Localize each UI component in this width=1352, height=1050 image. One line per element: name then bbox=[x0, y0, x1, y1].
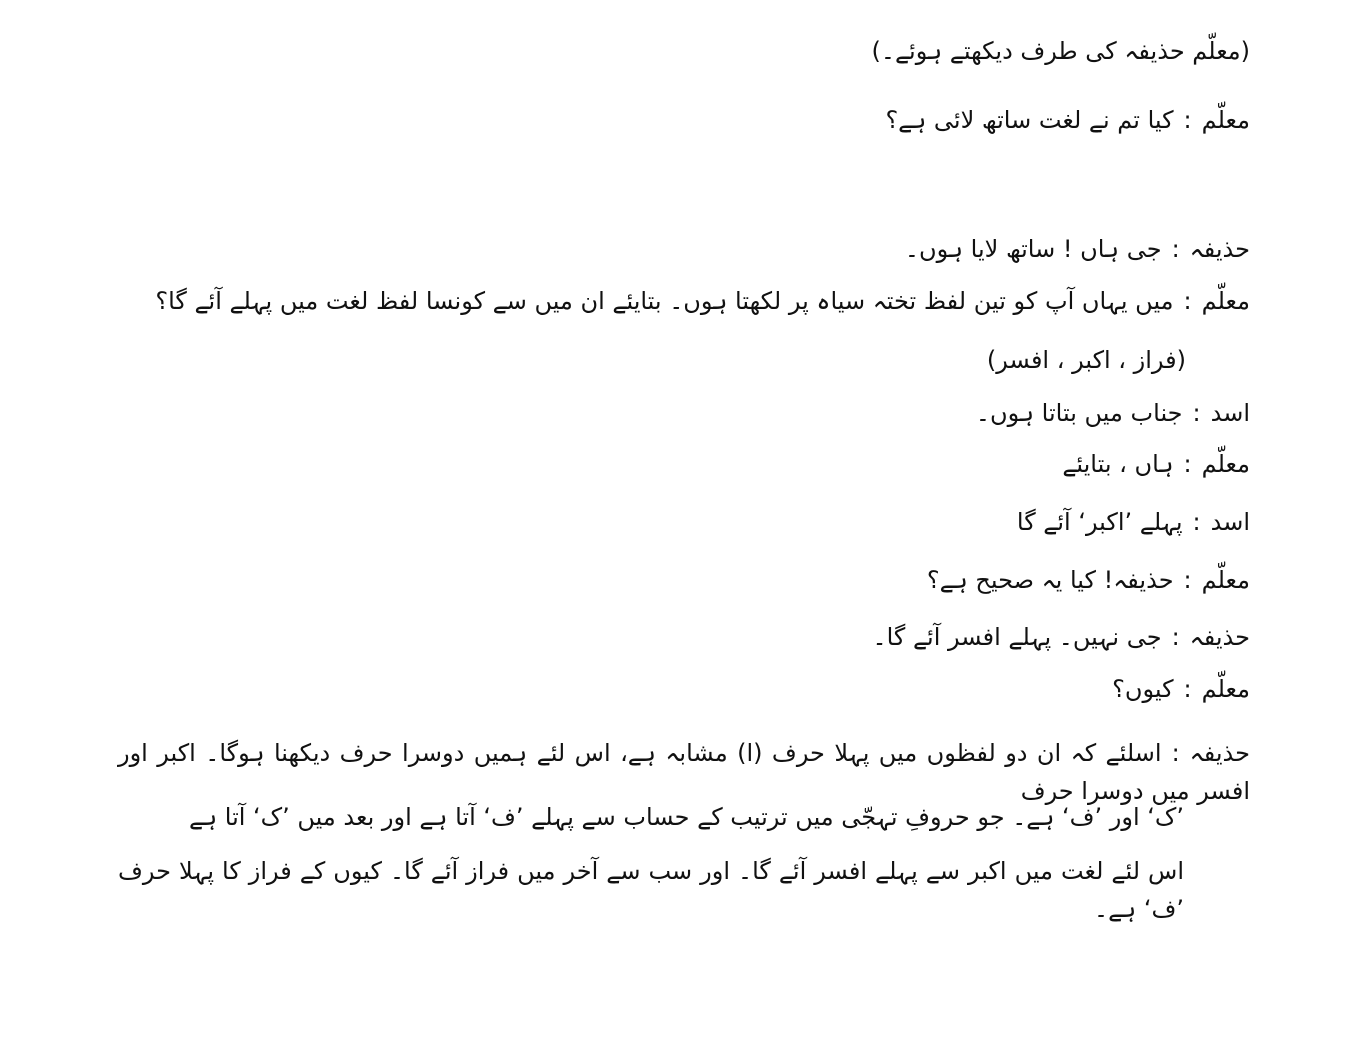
separator: : bbox=[1192, 508, 1201, 536]
speaker-label: معلّم bbox=[1201, 287, 1250, 315]
speaker-label: معلّم bbox=[1201, 675, 1250, 703]
speech-text: جی ہاں ! ساتھ لایا ہوں۔ bbox=[904, 235, 1162, 263]
speech-text: کیا تم نے لغت ساتھ لائی ہے؟ bbox=[885, 106, 1174, 134]
speech-text: جی نہیں۔ پہلے افسر آئے گا۔ bbox=[872, 623, 1162, 651]
speaker-label: حذیفہ bbox=[1189, 235, 1250, 263]
separator: : bbox=[1183, 287, 1192, 315]
dialogue-line-4 bbox=[976, 396, 1250, 430]
speaker-label: معلّم bbox=[1201, 566, 1250, 594]
separator: : bbox=[1171, 235, 1180, 263]
speech-text: جناب میں بتاتا ہوں۔ bbox=[975, 399, 1183, 427]
separator: : bbox=[1183, 675, 1192, 703]
speaker-label: اسد bbox=[1210, 508, 1250, 536]
dialogue-line-3 bbox=[155, 284, 1250, 318]
speaker-label: حذیفہ bbox=[1189, 623, 1250, 651]
separator: : bbox=[1183, 566, 1192, 594]
continuation-line-1: ’ک‘ اور ’ف‘ ہے۔ جو حروفِ تہجّی میں ترتیب کے حساب سے پہلے ’ف‘ آتا ہے اور بعد میں ’ک‘ آتا ہے bbox=[189, 803, 1184, 831]
words-list: (فراز ، اکبر ، افسر) bbox=[986, 346, 1186, 374]
speech-text: ہاں ، بتایئے bbox=[1062, 450, 1174, 478]
separator: : bbox=[1192, 399, 1201, 427]
speaker-label: معلّم bbox=[1201, 106, 1250, 134]
dialogue-line-8 bbox=[873, 620, 1250, 654]
dialogue-line-6 bbox=[1017, 505, 1250, 539]
separator: : bbox=[1171, 739, 1180, 767]
speech-text: پہلے ’اکبر‘ آئے گا bbox=[1016, 508, 1183, 536]
speaker-label: اسد bbox=[1210, 399, 1250, 427]
continuation-line-2: اس لئے لغت میں اکبر سے پہلے افسر آئے گا۔ اور سب سے آخر میں فراز آئے گا۔ کیوں کے فراز کا پہلا حرف ’ف‘ ہے۔ bbox=[118, 857, 1184, 923]
dialogue-line-5 bbox=[1062, 447, 1250, 481]
dialogue-line-7 bbox=[927, 563, 1250, 597]
speech-text: میں یہاں آپ کو تین لفظ تختہ سیاہ پر لکھتا ہوں۔ بتایئے ان میں سے کونسا لفظ لغت میں پہلے آئے گا؟ bbox=[155, 287, 1174, 315]
dialogue-line-2 bbox=[905, 232, 1250, 266]
speech-text: حذیفہ! کیا یہ صحیح ہے؟ bbox=[926, 566, 1174, 594]
dialogue-line-1 bbox=[885, 103, 1250, 137]
separator: : bbox=[1183, 106, 1192, 134]
separator: : bbox=[1171, 623, 1180, 651]
speaker-label: حذیفہ bbox=[1189, 739, 1250, 767]
stage-direction: (معلّم حذیفہ کی طرف دیکھتے ہوئے۔) bbox=[871, 37, 1250, 65]
speaker-label: معلّم bbox=[1201, 450, 1250, 478]
separator: : bbox=[1183, 450, 1192, 478]
speech-text: کیوں؟ bbox=[1112, 675, 1174, 703]
dialogue-line-9 bbox=[1112, 672, 1250, 706]
speech-text: اسلئے کہ ان دو لفظوں میں پہلا حرف (ا) مشابہ ہے، اس لئے ہمیں دوسرا حرف دیکھنا ہوگا۔ اکبر اور افسر میں دوسرا حرف bbox=[118, 739, 1250, 805]
